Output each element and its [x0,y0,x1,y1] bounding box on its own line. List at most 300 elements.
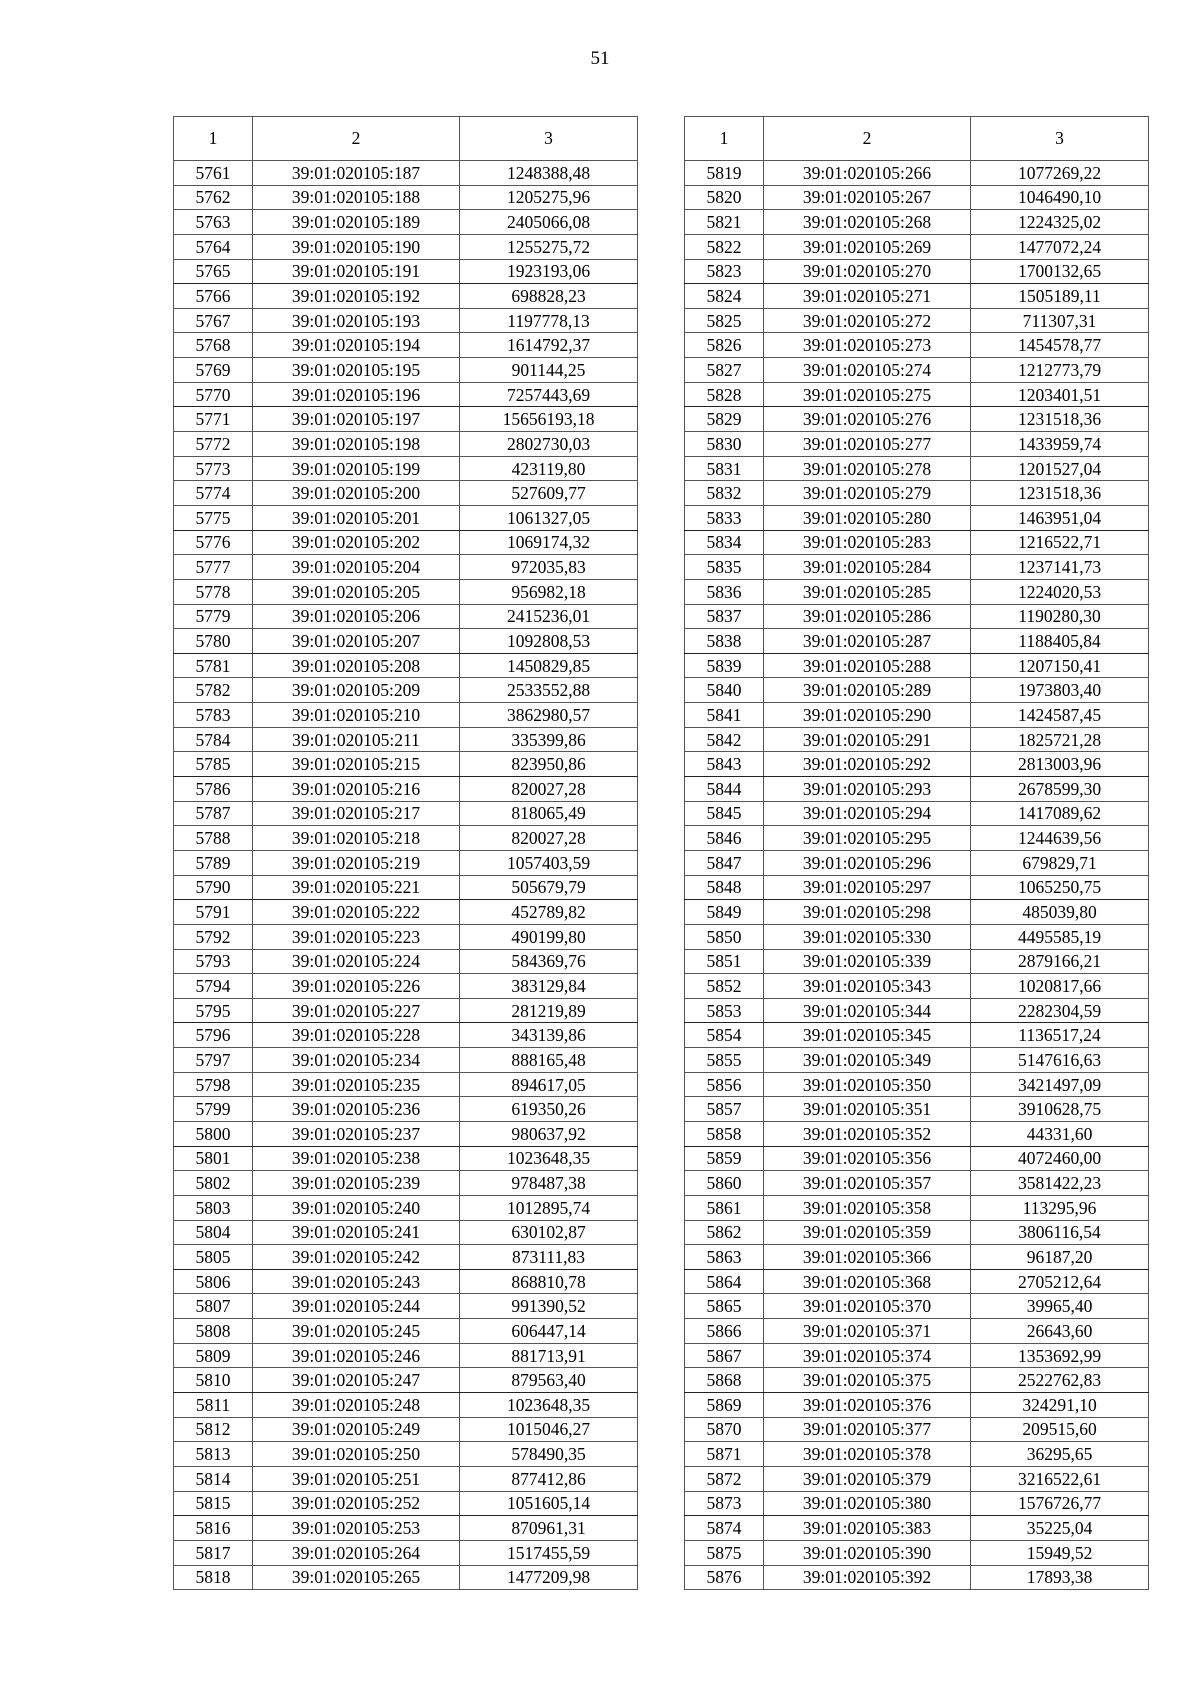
cadastral-number-cell: 39:01:020105:288 [764,653,971,678]
table-row [174,161,638,186]
value-cell: 2879166,21 [971,949,1149,974]
row-number-cell: 5837 [685,604,764,629]
row-number-cell: 5804 [174,1220,253,1245]
table-row [685,579,1149,604]
table-row [685,924,1149,949]
cadastral-number-cell: 39:01:020105:330 [764,924,971,949]
row-number-cell: 5841 [685,703,764,728]
row-number-cell: 5797 [174,1048,253,1073]
value-cell: 1020817,66 [971,974,1149,999]
table-row [685,1540,1149,1565]
value-cell: 1092808,53 [460,629,638,654]
row-number-cell: 5842 [685,727,764,752]
row-number-cell: 5873 [685,1491,764,1516]
cadastral-number-cell: 39:01:020105:374 [764,1343,971,1368]
table-row [685,1023,1149,1048]
value-cell: 1614792,37 [460,333,638,358]
value-cell: 1825721,28 [971,727,1149,752]
row-number-cell: 5767 [174,308,253,333]
table-row [685,1442,1149,1467]
row-number-cell: 5773 [174,456,253,481]
row-number-cell: 5786 [174,777,253,802]
cadastral-number-cell: 39:01:020105:298 [764,900,971,925]
cadastral-number-cell: 39:01:020105:343 [764,974,971,999]
value-cell: 881713,91 [460,1343,638,1368]
value-cell: 1477072,24 [971,234,1149,259]
table-row [685,555,1149,580]
table-row [174,1171,638,1196]
value-cell: 2802730,03 [460,432,638,457]
cadastral-number-cell: 39:01:020105:197 [253,407,460,432]
row-number-cell: 5817 [174,1540,253,1565]
cadastral-number-cell: 39:01:020105:283 [764,530,971,555]
value-cell: 679829,71 [971,850,1149,875]
value-cell: 1212773,79 [971,358,1149,383]
right-table-body [685,161,1149,1590]
value-cell: 1012895,74 [460,1195,638,1220]
table-row [685,1048,1149,1073]
row-number-cell: 5772 [174,432,253,457]
cadastral-number-cell: 39:01:020105:217 [253,801,460,826]
cadastral-number-cell: 39:01:020105:278 [764,456,971,481]
cadastral-number-cell: 39:01:020105:192 [253,284,460,309]
value-cell: 1065250,75 [971,875,1149,900]
value-cell: 711307,31 [971,308,1149,333]
value-cell: 1023648,35 [460,1146,638,1171]
cadastral-number-cell: 39:01:020105:290 [764,703,971,728]
table-row [685,998,1149,1023]
row-number-cell: 5871 [685,1442,764,1467]
row-number-cell: 5799 [174,1097,253,1122]
row-number-cell: 5801 [174,1146,253,1171]
table-row [174,1023,638,1048]
row-number-cell: 5822 [685,234,764,259]
row-number-cell: 5782 [174,678,253,703]
row-number-cell: 5813 [174,1442,253,1467]
table-row [685,1466,1149,1491]
table-row [174,284,638,309]
column-header-3: 3 [460,117,638,161]
row-number-cell: 5851 [685,949,764,974]
value-cell: 26643,60 [971,1319,1149,1344]
cadastral-number-cell: 39:01:020105:187 [253,161,460,186]
table-row [174,432,638,457]
cadastral-number-cell: 39:01:020105:201 [253,505,460,530]
row-number-cell: 5784 [174,727,253,752]
row-number-cell: 5872 [685,1466,764,1491]
table-row [174,1343,638,1368]
value-cell: 873111,83 [460,1245,638,1270]
row-number-cell: 5820 [685,185,764,210]
cadastral-number-cell: 39:01:020105:251 [253,1466,460,1491]
cadastral-number-cell: 39:01:020105:277 [764,432,971,457]
table-row [685,678,1149,703]
row-number-cell: 5845 [685,801,764,826]
value-cell: 1231518,36 [971,407,1149,432]
cadastral-number-cell: 39:01:020105:188 [253,185,460,210]
value-cell: 343139,86 [460,1023,638,1048]
value-cell: 324291,10 [971,1393,1149,1418]
cadastral-number-cell: 39:01:020105:224 [253,949,460,974]
row-number-cell: 5863 [685,1245,764,1270]
value-cell: 901144,25 [460,358,638,383]
cadastral-number-cell: 39:01:020105:377 [764,1417,971,1442]
value-cell: 4495585,19 [971,924,1149,949]
row-number-cell: 5856 [685,1072,764,1097]
cadastral-number-cell: 39:01:020105:243 [253,1269,460,1294]
value-cell: 956982,18 [460,579,638,604]
value-cell: 1136517,24 [971,1023,1149,1048]
cadastral-number-cell: 39:01:020105:292 [764,752,971,777]
table-row [174,629,638,654]
cadastral-number-cell: 39:01:020105:279 [764,481,971,506]
table-row [685,505,1149,530]
header-row [685,117,1149,161]
table-row [174,1442,638,1467]
value-cell: 1046490,10 [971,185,1149,210]
value-cell: 1224020,53 [971,579,1149,604]
row-number-cell: 5852 [685,974,764,999]
row-number-cell: 5785 [174,752,253,777]
table-row [685,1220,1149,1245]
table-row [174,1540,638,1565]
value-cell: 2533552,88 [460,678,638,703]
table-row [174,1417,638,1442]
row-number-cell: 5860 [685,1171,764,1196]
row-number-cell: 5815 [174,1491,253,1516]
value-cell: 1450829,85 [460,653,638,678]
value-cell: 3581422,23 [971,1171,1149,1196]
cadastral-number-cell: 39:01:020105:222 [253,900,460,925]
table-row [174,407,638,432]
row-number-cell: 5793 [174,949,253,974]
value-cell: 1237141,73 [971,555,1149,580]
table-row [174,777,638,802]
row-number-cell: 5846 [685,826,764,851]
cadastral-number-cell: 39:01:020105:264 [253,1540,460,1565]
row-number-cell: 5830 [685,432,764,457]
row-number-cell: 5787 [174,801,253,826]
row-number-cell: 5853 [685,998,764,1023]
row-number-cell: 5858 [685,1121,764,1146]
cadastral-number-cell: 39:01:020105:345 [764,1023,971,1048]
table-row [174,1516,638,1541]
value-cell: 3216522,61 [971,1466,1149,1491]
cadastral-number-cell: 39:01:020105:216 [253,777,460,802]
table-row [174,850,638,875]
value-cell: 2415236,01 [460,604,638,629]
row-number-cell: 5832 [685,481,764,506]
value-cell: 281219,89 [460,998,638,1023]
table-row [685,900,1149,925]
row-number-cell: 5857 [685,1097,764,1122]
row-number-cell: 5847 [685,850,764,875]
cadastral-number-cell: 39:01:020105:207 [253,629,460,654]
table-row [685,1319,1149,1344]
table-row [174,505,638,530]
value-cell: 1433959,74 [971,432,1149,457]
cadastral-number-cell: 39:01:020105:199 [253,456,460,481]
table-row [685,1245,1149,1270]
row-number-cell: 5823 [685,259,764,284]
row-number-cell: 5867 [685,1343,764,1368]
row-number-cell: 5776 [174,530,253,555]
column-header-3: 3 [971,117,1149,161]
cadastral-number-cell: 39:01:020105:392 [764,1565,971,1590]
row-number-cell: 5798 [174,1072,253,1097]
row-number-cell: 5850 [685,924,764,949]
row-number-cell: 5825 [685,308,764,333]
table-row [685,432,1149,457]
value-cell: 584369,76 [460,949,638,974]
cadastral-number-cell: 39:01:020105:242 [253,1245,460,1270]
row-number-cell: 5800 [174,1121,253,1146]
cadastral-number-cell: 39:01:020105:209 [253,678,460,703]
row-number-cell: 5827 [685,358,764,383]
value-cell: 823950,86 [460,752,638,777]
value-cell: 113295,96 [971,1195,1149,1220]
value-cell: 3910628,75 [971,1097,1149,1122]
value-cell: 96187,20 [971,1245,1149,1270]
cadastral-number-cell: 39:01:020105:195 [253,358,460,383]
table-row [685,974,1149,999]
row-number-cell: 5835 [685,555,764,580]
row-number-cell: 5805 [174,1245,253,1270]
value-cell: 44331,60 [971,1121,1149,1146]
cadastral-number-cell: 39:01:020105:239 [253,1171,460,1196]
cadastral-number-cell: 39:01:020105:383 [764,1516,971,1541]
table-row [174,1195,638,1220]
table-row [685,407,1149,432]
table-row [174,900,638,925]
cadastral-number-cell: 39:01:020105:219 [253,850,460,875]
table-row [685,1146,1149,1171]
table-row [174,678,638,703]
table-row [174,210,638,235]
value-cell: 1077269,22 [971,161,1149,186]
row-number-cell: 5876 [685,1565,764,1590]
table-row [685,850,1149,875]
row-number-cell: 5870 [685,1417,764,1442]
table-row [685,1491,1149,1516]
cadastral-number-cell: 39:01:020105:235 [253,1072,460,1097]
cadastral-number-cell: 39:01:020105:221 [253,875,460,900]
value-cell: 606447,14 [460,1319,638,1344]
row-number-cell: 5844 [685,777,764,802]
row-number-cell: 5859 [685,1146,764,1171]
table-row [685,1097,1149,1122]
cadastral-number-cell: 39:01:020105:269 [764,234,971,259]
table-row [685,653,1149,678]
row-number-cell: 5868 [685,1368,764,1393]
row-number-cell: 5818 [174,1565,253,1590]
row-number-cell: 5875 [685,1540,764,1565]
cadastral-number-cell: 39:01:020105:246 [253,1343,460,1368]
table-row [174,1146,638,1171]
row-number-cell: 5770 [174,382,253,407]
cadastral-number-cell: 39:01:020105:206 [253,604,460,629]
row-number-cell: 5779 [174,604,253,629]
row-number-cell: 5809 [174,1343,253,1368]
value-cell: 209515,60 [971,1417,1149,1442]
row-number-cell: 5791 [174,900,253,925]
value-cell: 698828,23 [460,284,638,309]
row-number-cell: 5778 [174,579,253,604]
value-cell: 1015046,27 [460,1417,638,1442]
table-row [685,234,1149,259]
row-number-cell: 5849 [685,900,764,925]
table-row [685,308,1149,333]
cadastral-number-cell: 39:01:020105:244 [253,1294,460,1319]
cadastral-number-cell: 39:01:020105:371 [764,1319,971,1344]
value-cell: 335399,86 [460,727,638,752]
table-row [685,727,1149,752]
row-number-cell: 5854 [685,1023,764,1048]
cadastral-number-cell: 39:01:020105:276 [764,407,971,432]
row-number-cell: 5775 [174,505,253,530]
value-cell: 423119,80 [460,456,638,481]
table-row [685,1171,1149,1196]
cadastral-number-cell: 39:01:020105:370 [764,1294,971,1319]
cadastral-number-cell: 39:01:020105:191 [253,259,460,284]
table-row [685,752,1149,777]
cadastral-number-cell: 39:01:020105:366 [764,1245,971,1270]
value-cell: 1244639,56 [971,826,1149,851]
table-row [685,629,1149,654]
cadastral-number-cell: 39:01:020105:248 [253,1393,460,1418]
cadastral-number-cell: 39:01:020105:284 [764,555,971,580]
cadastral-number-cell: 39:01:020105:375 [764,1368,971,1393]
table-row [174,703,638,728]
cadastral-number-cell: 39:01:020105:357 [764,1171,971,1196]
table-row [685,1368,1149,1393]
value-cell: 1353692,99 [971,1343,1149,1368]
cadastral-number-cell: 39:01:020105:379 [764,1466,971,1491]
value-cell: 870961,31 [460,1516,638,1541]
value-cell: 619350,26 [460,1097,638,1122]
value-cell: 15656193,18 [460,407,638,432]
cadastral-number-cell: 39:01:020105:196 [253,382,460,407]
value-cell: 1248388,48 [460,161,638,186]
cadastral-number-cell: 39:01:020105:208 [253,653,460,678]
row-number-cell: 5788 [174,826,253,851]
row-number-cell: 5763 [174,210,253,235]
cadastral-number-cell: 39:01:020105:295 [764,826,971,851]
table-row [685,1195,1149,1220]
value-cell: 888165,48 [460,1048,638,1073]
value-cell: 1505189,11 [971,284,1149,309]
table-row [174,1269,638,1294]
cadastral-number-cell: 39:01:020105:266 [764,161,971,186]
value-cell: 1188405,84 [971,629,1149,654]
cadastral-number-cell: 39:01:020105:240 [253,1195,460,1220]
cadastral-number-cell: 39:01:020105:253 [253,1516,460,1541]
cadastral-number-cell: 39:01:020105:368 [764,1269,971,1294]
value-cell: 2705212,64 [971,1269,1149,1294]
table-row [685,358,1149,383]
value-cell: 3862980,57 [460,703,638,728]
cadastral-number-cell: 39:01:020105:287 [764,629,971,654]
cadastral-number-cell: 39:01:020105:359 [764,1220,971,1245]
value-cell: 1454578,77 [971,333,1149,358]
table-row [174,259,638,284]
table-row [174,727,638,752]
table-row [174,1121,638,1146]
value-cell: 972035,83 [460,555,638,580]
row-number-cell: 5808 [174,1319,253,1344]
page-number: 51 [590,48,610,69]
table-row [174,875,638,900]
value-cell: 505679,79 [460,875,638,900]
table-row [174,604,638,629]
table-row [174,185,638,210]
value-cell: 4072460,00 [971,1146,1149,1171]
value-cell: 5147616,63 [971,1048,1149,1073]
table-row [685,185,1149,210]
row-number-cell: 5816 [174,1516,253,1541]
cadastral-number-cell: 39:01:020105:210 [253,703,460,728]
value-cell: 3806116,54 [971,1220,1149,1245]
cadastral-number-cell: 39:01:020105:291 [764,727,971,752]
table-row [685,1072,1149,1097]
cadastral-number-cell: 39:01:020105:250 [253,1442,460,1467]
row-number-cell: 5855 [685,1048,764,1073]
value-cell: 1057403,59 [460,850,638,875]
cadastral-number-cell: 39:01:020105:245 [253,1319,460,1344]
value-cell: 1190280,30 [971,604,1149,629]
table-row [174,1319,638,1344]
value-cell: 3421497,09 [971,1072,1149,1097]
table-row [174,924,638,949]
column-header-1: 1 [174,117,253,161]
table-row [174,481,638,506]
table-row [685,949,1149,974]
cadastral-number-cell: 39:01:020105:234 [253,1048,460,1073]
cadastral-number-cell: 39:01:020105:376 [764,1393,971,1418]
row-number-cell: 5771 [174,407,253,432]
row-number-cell: 5864 [685,1269,764,1294]
cadastral-number-cell: 39:01:020105:358 [764,1195,971,1220]
row-number-cell: 5806 [174,1269,253,1294]
value-cell: 2405066,08 [460,210,638,235]
cadastral-number-cell: 39:01:020105:271 [764,284,971,309]
value-cell: 1973803,40 [971,678,1149,703]
row-number-cell: 5789 [174,850,253,875]
row-number-cell: 5826 [685,333,764,358]
value-cell: 7257443,69 [460,382,638,407]
value-cell: 1923193,06 [460,259,638,284]
table-row [685,1516,1149,1541]
row-number-cell: 5874 [685,1516,764,1541]
row-number-cell: 5810 [174,1368,253,1393]
value-cell: 35225,04 [971,1516,1149,1541]
table-row [174,308,638,333]
left-table [173,116,638,1590]
value-cell: 1463951,04 [971,505,1149,530]
table-row [685,604,1149,629]
table-row [174,358,638,383]
table-row [174,234,638,259]
table-row [174,555,638,580]
table-row [174,1220,638,1245]
row-number-cell: 5834 [685,530,764,555]
value-cell: 991390,52 [460,1294,638,1319]
value-cell: 383129,84 [460,974,638,999]
table-row [685,284,1149,309]
table-row [174,949,638,974]
row-number-cell: 5766 [174,284,253,309]
table-row [174,653,638,678]
